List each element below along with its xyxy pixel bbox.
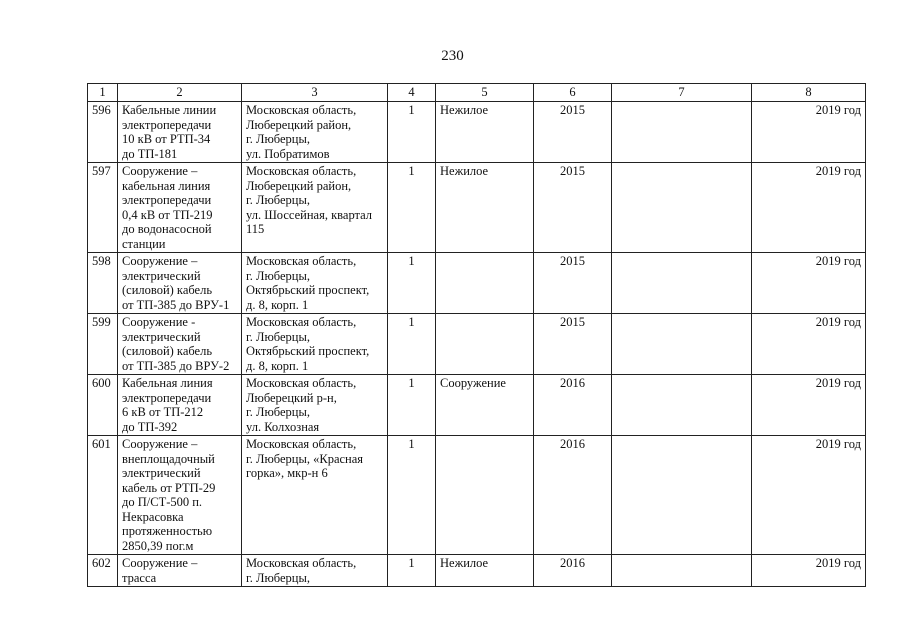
row-number: 598 [88,253,118,314]
object-type [436,253,534,314]
row-number: 602 [88,555,118,587]
column-8-value: 2019 год [752,555,866,587]
column-7-value [612,436,752,555]
object-name: Кабельные линии электропередачи 10 кВ от РТП-34 до ТП-181 [118,102,242,163]
header-col-6: 6 [534,84,612,102]
object-name: Сооружение – трасса [118,555,242,587]
column-8-value: 2019 год [752,436,866,555]
header-col-5: 5 [436,84,534,102]
table-row [88,102,866,163]
table-row [88,253,866,314]
object-type: Нежилое [436,163,534,253]
header-col-4: 4 [388,84,436,102]
column-8-value: 2019 год [752,375,866,436]
column-7-value [612,555,752,587]
row-number: 601 [88,436,118,555]
header-row [88,84,866,102]
column-7-value [612,102,752,163]
column-8-value: 2019 год [752,163,866,253]
object-name: Кабельная линия электропередачи 6 кВ от ТП-212 до ТП-392 [118,375,242,436]
row-number: 597 [88,163,118,253]
object-year: 2016 [534,375,612,436]
object-year: 2016 [534,555,612,587]
object-quantity: 1 [388,163,436,253]
header-col-2: 2 [118,84,242,102]
object-type [436,314,534,375]
header-col-7: 7 [612,84,752,102]
column-7-value [612,314,752,375]
header-col-3: 3 [242,84,388,102]
object-address: Московская область, г. Люберцы, [242,555,388,587]
table-row [88,314,866,375]
header-col-1: 1 [88,84,118,102]
row-number: 599 [88,314,118,375]
row-number: 600 [88,375,118,436]
object-year: 2016 [534,436,612,555]
column-8-value: 2019 год [752,253,866,314]
column-7-value [612,375,752,436]
column-8-value: 2019 год [752,102,866,163]
object-address: Московская область, Люберецкий район, г. Люберцы, ул. Побратимов [242,102,388,163]
object-type: Сооружение [436,375,534,436]
object-name: Сооружение – внеплощадочный электрический кабель от РТП-29 до П/СТ-500 п. Некрасовка протяженностью 2850,39 пог.м [118,436,242,555]
object-name: Сооружение – электрический (силовой) кабель от ТП-385 до ВРУ-1 [118,253,242,314]
object-year: 2015 [534,163,612,253]
object-year: 2015 [534,314,612,375]
object-address: Московская область, г. Люберцы, Октябрьский проспект, д. 8, корп. 1 [242,314,388,375]
object-name: Сооружение – кабельная линия электропередачи 0,4 кВ от ТП-219 до водонасосной станции [118,163,242,253]
column-8-value: 2019 год [752,314,866,375]
object-quantity: 1 [388,555,436,587]
object-address: Московская область, Люберецкий район, г. Люберцы, ул. Шоссейная, квартал 115 [242,163,388,253]
object-type: Нежилое [436,555,534,587]
header-col-8: 8 [752,84,866,102]
row-number: 596 [88,102,118,163]
column-7-value [612,163,752,253]
object-name: Сооружение - электрический (силовой) кабель от ТП-385 до ВРУ-2 [118,314,242,375]
column-7-value [612,253,752,314]
page-number: 230 [441,48,464,64]
object-type [436,436,534,555]
object-type: Нежилое [436,102,534,163]
object-quantity: 1 [388,314,436,375]
table-row [88,163,866,253]
object-address: Московская область, Люберецкий р-н, г. Люберцы, ул. Колхозная [242,375,388,436]
object-quantity: 1 [388,253,436,314]
object-year: 2015 [534,102,612,163]
property-registry-table [87,83,866,587]
object-quantity: 1 [388,102,436,163]
object-address: Московская область, г. Люберцы, Октябрьский проспект, д. 8, корп. 1 [242,253,388,314]
object-year: 2015 [534,253,612,314]
table-row [88,375,866,436]
object-address: Московская область, г. Люберцы, «Красная горка», мкр-н 6 [242,436,388,555]
table-row [88,555,866,587]
object-quantity: 1 [388,375,436,436]
table-row [88,436,866,555]
object-quantity: 1 [388,436,436,555]
